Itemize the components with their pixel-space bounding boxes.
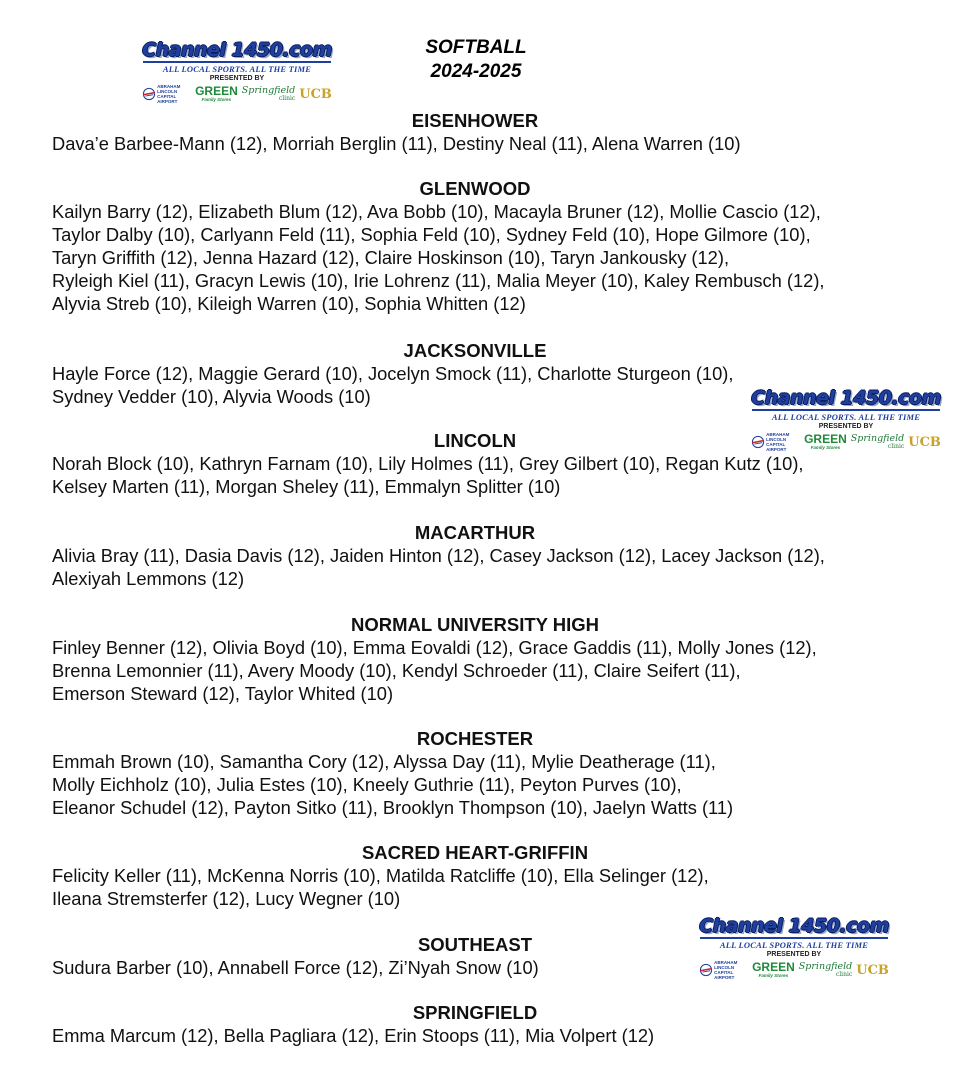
- airport-sponsor-name: ABRAHAM LINCOLN CAPITAL AIRPORT: [714, 960, 738, 980]
- school-section: [52, 522, 912, 590]
- school-name: MACARTHUR: [414, 522, 536, 543]
- season-title: 2024-2025: [430, 61, 522, 82]
- green-sponsor: [195, 86, 238, 102]
- school-section: [52, 1002, 912, 1047]
- school-name: SACRED HEART-GRIFFIN: [361, 842, 589, 863]
- green-sponsor-name: GREEN: [804, 432, 847, 446]
- school-section: [52, 614, 912, 705]
- school-name: NORMAL UNIVERSITY HIGH: [350, 614, 600, 635]
- airport-sponsor-name: ABRAHAM LINCOLN CAPITAL AIRPORT: [766, 432, 790, 452]
- ucb-sponsor-logo: UCB: [856, 962, 889, 978]
- player-roster: Sudura Barber (10), Annabell Force (12), Zi’Nyah Snow (10): [52, 957, 539, 978]
- brand-tagline: ALL LOCAL SPORTS. ALL THE TIME: [771, 412, 921, 422]
- presented-by-label: PRESENTED BY: [766, 951, 822, 958]
- player-roster: Hayle Force (12), Maggie Gerard (10), Jocelyn Smock (11), Charlotte Sturgeon (10), Sydney Vedder (10), Alyvia Woods (10): [52, 363, 734, 407]
- presented-by-label: PRESENTED BY: [818, 423, 874, 430]
- green-sponsor-sub: Family Stores: [201, 97, 232, 102]
- school-name: GLENWOOD: [419, 178, 531, 199]
- player-roster: Kailyn Barry (12), Elizabeth Blum (12), Ava Bobb (10), Macayla Bruner (12), Mollie Cascio (12), Taylor Dalby (10), Carlyann Feld (11), Sophia Feld (10), Sydney Feld (10), Hope Gilmore (10), Taryn Griffith (12), Jenna Hazard (12), Claire Hoskinson (10), Taryn Jankousky (12), Ryleigh Kiel (11), Gracyn Lewis (10), Irie Lohrenz (11), Malia Meyer (10), Kaley Rembusch (12), Alyvia Streb (10), Kileigh Warren (10), Sophia Whitten (12): [52, 201, 825, 314]
- airport-plane-icon: [142, 87, 156, 101]
- sponsor-logo: [137, 40, 337, 106]
- sport-title: SOFTBALL: [425, 37, 527, 58]
- school-name: EISENHOWER: [411, 110, 539, 131]
- school-name: SOUTHEAST: [417, 934, 533, 955]
- school-name: SPRINGFIELD: [412, 1002, 538, 1023]
- springfield-sponsor-name: Springfield: [798, 961, 853, 972]
- springfield-sponsor-name: Springfield: [241, 85, 296, 96]
- green-sponsor-name: GREEN: [195, 84, 238, 98]
- ucb-sponsor-logo: UCB: [908, 434, 941, 450]
- player-roster: Alivia Bray (11), Dasia Davis (12), Jaiden Hinton (12), Casey Jackson (12), Lacey Jackson (12), Alexiyah Lemmons (12): [52, 545, 825, 589]
- brand-name: Channel 1450.com: [751, 387, 941, 409]
- brand-tagline: ALL LOCAL SPORTS. ALL THE TIME: [719, 940, 869, 950]
- logo-divider: [752, 409, 940, 411]
- school-name: JACKSONVILLE: [403, 340, 547, 361]
- springfield-sponsor-name: Springfield: [850, 433, 905, 444]
- school-name: LINCOLN: [433, 430, 517, 451]
- presented-by-label: PRESENTED BY: [209, 75, 265, 82]
- brand-tagline: ALL LOCAL SPORTS. ALL THE TIME: [162, 64, 312, 74]
- school-section: [52, 728, 912, 819]
- school-section: [52, 178, 912, 315]
- page-title: [376, 36, 576, 84]
- player-roster: Dava’e Barbee-Mann (12), Morriah Berglin (11), Destiny Neal (11), Alena Warren (10): [52, 133, 741, 154]
- player-roster: Norah Block (10), Kathryn Farnam (10), Lily Holmes (11), Grey Gilbert (10), Regan Kutz (10), Kelsey Marten (11), Morgan Sheley (11), Emmalyn Splitter (10): [52, 453, 804, 497]
- school-section: [52, 842, 912, 910]
- brand-name: Channel 1450.com: [142, 39, 332, 61]
- school-section: [52, 340, 912, 408]
- ucb-sponsor-logo: UCB: [299, 86, 332, 102]
- player-roster: Felicity Keller (11), McKenna Norris (10), Matilda Ratcliffe (10), Ella Selinger (12), Ileana Stremsterfer (12), Lucy Wegner (10): [52, 865, 709, 909]
- sponsor-row: [137, 83, 337, 105]
- player-roster: Finley Benner (12), Olivia Boyd (10), Emma Eovaldi (12), Grace Gaddis (11), Molly Jones (12), Brenna Lemonnier (11), Avery Moody (10), Kendyl Schroeder (11), Claire Seifert (11), Emerson Steward (12), Taylor Whited (10): [52, 637, 817, 704]
- brand-name: Channel 1450.com: [699, 915, 889, 937]
- player-roster: Emma Marcum (12), Bella Pagliara (12), Erin Stoops (11), Mia Volpert (12): [52, 1025, 655, 1046]
- springfield-sponsor-sub: clinic: [887, 443, 905, 450]
- logo-divider: [143, 61, 331, 63]
- green-sponsor-name: GREEN: [752, 960, 795, 974]
- player-roster: Emmah Brown (10), Samantha Cory (12), Alyssa Day (11), Mylie Deatherage (11), Molly Eichholz (10), Julia Estes (10), Kneely Guthrie (11), Peyton Purves (10), Eleanor Schudel (12), Payton Sitko (11), Brooklyn Thompson (10), Jaelyn Watts (11): [52, 751, 734, 818]
- springfield-sponsor-sub: clinic: [835, 971, 853, 978]
- green-sponsor-sub: Family Stores: [758, 973, 789, 978]
- school-name: ROCHESTER: [416, 728, 534, 749]
- school-section: [52, 430, 912, 498]
- green-sponsor-sub: Family Stores: [810, 445, 841, 450]
- airport-sponsor-name: ABRAHAM LINCOLN CAPITAL AIRPORT: [157, 84, 181, 104]
- school-section: [52, 110, 912, 155]
- airport-sponsor: [142, 84, 191, 104]
- springfield-sponsor-sub: clinic: [278, 95, 296, 102]
- school-section: [52, 934, 912, 979]
- springfield-clinic-sponsor: [242, 86, 295, 102]
